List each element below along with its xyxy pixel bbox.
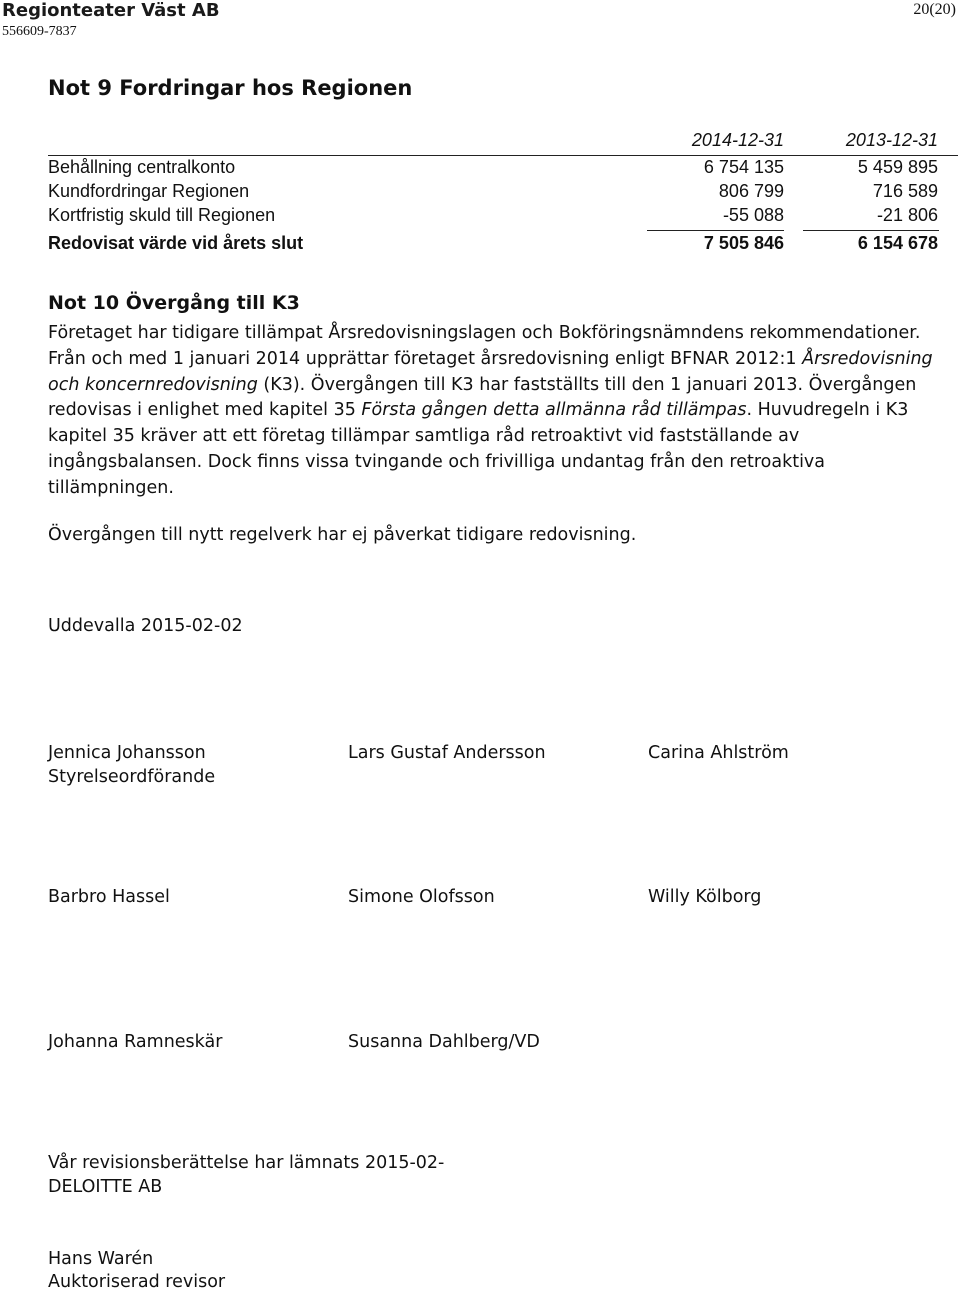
table-header-rule (48, 155, 958, 156)
table-cell-2013: 5 459 895 (857, 157, 938, 177)
table-cell-2013: -21 806 (876, 205, 938, 225)
signatory-name: Susanna Dahlberg/VD (348, 1032, 540, 1052)
table-cell-2013: 716 589 (872, 181, 938, 201)
place-and-date: Uddevalla 2015-02-02 (48, 616, 243, 636)
signatory-name: Lars Gustaf Andersson (348, 743, 546, 763)
note10-paragraph: Företaget har tidigare tillämpat Årsredovisningslagen och Bokföringsnämndens rekommendationer. Från och med 1 januari 2014 upprättar företaget årsredovisning enligt BFNAR 2012:1 Årsredovisning och koncernredovisning (K3). Övergången till K3 har fastställts till den 1 januari 2013. Övergången redovisas i enlighet med kapitel 35 Första gången detta allmänna råd tillämpas. Huvudregeln i K3 kapitel 35 kräver att ett företag tillämpar samtliga råd retroaktivt vid fastställande av ingångsbalansen. Dock finns vissa tvingande och frivilliga undantag från den retroaktiva tillämpningen. (48, 323, 933, 498)
signatory-role: Styrelseordförande (48, 767, 216, 787)
signatory-name: Carina Ahlström (648, 743, 789, 763)
column-header-2014: 2014-12-31 (691, 130, 784, 150)
column-header-2013: 2013-12-31 (845, 130, 938, 150)
audit-statement: Vår revisionsberättelse har lämnats 2015-02- (48, 1153, 445, 1173)
auditor-name: Hans Warén (48, 1249, 154, 1269)
total-cell-2014: 7 505 846 (703, 233, 784, 253)
signatory-name: Jennica Johansson (48, 743, 206, 763)
page-number: 20(20) (913, 1, 956, 18)
note10-conclusion: Övergången till nytt regelverk har ej påverkat tidigare redovisning. (48, 525, 637, 545)
signatory-name: Willy Kölborg (648, 887, 762, 907)
table-cell-2014: -55 088 (722, 205, 784, 225)
organization-number: 556609-7837 (2, 24, 77, 39)
signatory-name: Johanna Ramneskär (48, 1032, 223, 1052)
signatory-name: Barbro Hassel (48, 887, 170, 907)
note9-title: Not 9 Fordringar hos Regionen (48, 76, 413, 100)
auditor-title: Auktoriserad revisor (48, 1272, 226, 1292)
table-row-label: Behållning centralkonto (48, 157, 236, 177)
table-cell-2014: 6 754 135 (703, 157, 784, 177)
signatory-name: Simone Olofsson (348, 887, 495, 907)
audit-firm: DELOITTE AB (48, 1177, 163, 1197)
organization-name: Regionteater Väst AB (2, 0, 220, 21)
table-cell-2014: 806 799 (718, 181, 784, 201)
subtotal-rule-2013 (803, 230, 939, 231)
table-row-label: Kortfristig skuld till Regionen (48, 205, 276, 225)
total-cell-2013: 6 154 678 (857, 233, 938, 253)
note10-title: Not 10 Övergång till K3 (48, 292, 300, 314)
table-row-label: Kundfordringar Regionen (48, 181, 250, 201)
total-row-label: Redovisat värde vid årets slut (48, 233, 304, 253)
subtotal-rule-2014 (647, 230, 784, 231)
